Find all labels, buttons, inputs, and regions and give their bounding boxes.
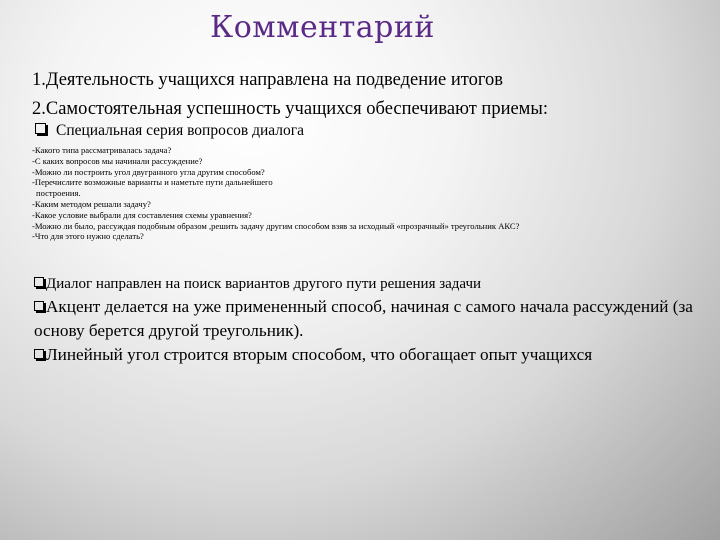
checkbox-bullet-icon [34, 349, 44, 359]
slide-title: Комментарий [210, 10, 435, 45]
conclusion-text: Диалог направлен на поиск вариантов другого пути решения задачи [46, 276, 482, 292]
dialog-series-item [35, 122, 304, 140]
question-item: -Можно ли было, рассуждая подобным образом ,решить задачу другим способом взяв за исходный «прозрачный» треугольник АКС? [32, 220, 520, 231]
conclusions-list [34, 273, 710, 367]
dialog-questions-list [32, 145, 519, 242]
point-2: 2.Самостоятельная успешность учащихся обеспечивают приемы: [32, 99, 548, 119]
checkbox-bullet-icon [35, 123, 46, 134]
dialog-series-label: Специальная серия вопросов диалога [56, 122, 304, 139]
question-item: -Что для этого нужно сделать? [32, 231, 144, 242]
conclusion-item [34, 295, 710, 343]
question-item: -Какого типа рассматривалась задача? [32, 145, 172, 155]
question-item: построения. [36, 188, 81, 199]
question-item: -Перечислите возможные варианты и наметьте пути дальнейшего [32, 177, 273, 188]
conclusion-item [34, 273, 710, 295]
checkbox-bullet-icon [34, 277, 44, 287]
question-item: -Можно ли построить угол двугранного угла другим способом? [32, 166, 265, 177]
question-item: -С каких вопросов мы начинали рассуждение? [32, 155, 203, 166]
point-1: 1.Деятельность учащихся направлена на подведение итогов [32, 70, 503, 90]
question-item: -Какое условие выбрали для составления схемы уравнения? [32, 209, 252, 220]
checkbox-bullet-icon [34, 301, 44, 311]
conclusion-text: Акцент делается на уже примененный способ, начиная с самого начала рассуждений (за основу берется другой треугольник). [34, 297, 693, 340]
numbered-points [32, 66, 548, 124]
conclusion-item [34, 343, 710, 367]
conclusion-text: Линейный угол строится вторым способом, что обогащает опыт учащихся [46, 345, 593, 364]
question-item: -Каким методом решали задачу? [32, 198, 151, 209]
